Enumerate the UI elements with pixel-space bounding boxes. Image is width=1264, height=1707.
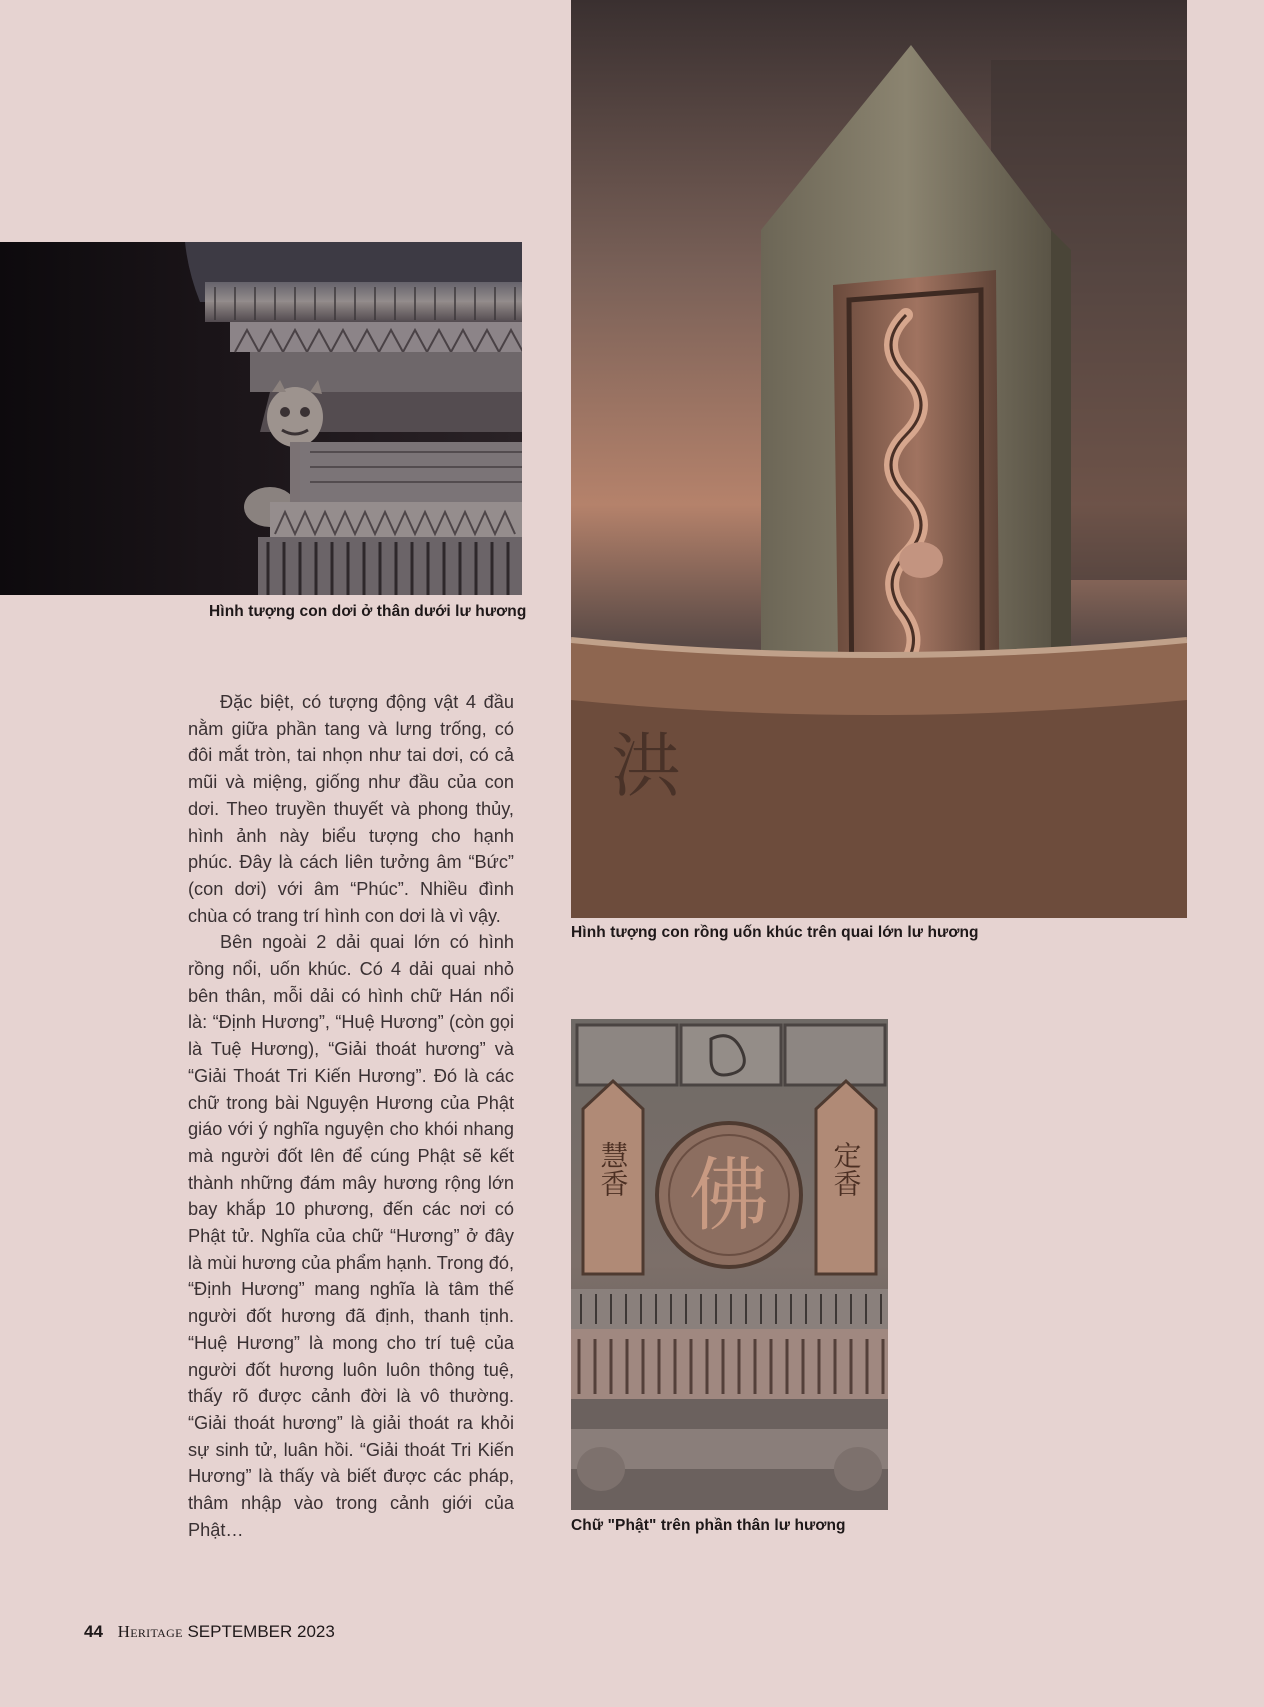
left-label-text: 慧香 (596, 1141, 630, 1197)
article-paragraph-1: Đặc biệt, có tượng động vật 4 đầu nằm giữa phần tang và lưng trống, có đôi mắt tròn, tai nhọn như tai dơi, có cả mũi và miệng, giống như đầu của con dơi. Theo truyền thuyết và phong thủy, hình ảnh này biểu tượng cho hạnh phúc. Đây là cách liên tưởng âm “Bức” (con dơi) với âm “Phúc”. Nhiều đình chùa có trang trí hình con dơi là vì vậy. (188, 692, 514, 926)
bat-motif-photo (0, 242, 522, 595)
article-body (188, 689, 514, 1544)
dragon-photo-caption: Hình tượng con rồng uốn khúc trên quai lớn lư hương (571, 924, 979, 941)
issue-date: SEPTEMBER 2023 (187, 1622, 335, 1641)
page-number: 44 (84, 1622, 103, 1641)
right-label-text: 定香 (829, 1141, 863, 1197)
page-footer (84, 1622, 335, 1642)
article-paragraph-2: Bên ngoài 2 dải quai lớn có hình rồng nổi, uốn khúc. Có 4 dải quai nhỏ bên thân, mỗi dải có hình chữ Hán nổi là: “Định Hương”, “Huệ Hương” (còn gọi là Tuệ Hương), “Giải thoát hương” và “Giải Thoát Tri Kiến Hương”. Đó là các chữ trong bài Nguyện Hương của Phật giáo với ý nghĩa nguyện cho khói nhang mà người đốt lên để cúng Phật sẽ kết thành những đám mây hương rộng lớn bay khắp 10 phương, đến các nơi có Phật tử. Nghĩa của chữ “Hương” ở đây là mùi hương của phẩm hạnh. Trong đó, “Định Hương” mang nghĩa là tâm thế người đốt hương đã định, thanh tịnh. “Huệ Hương” là mong cho trí tuệ của người đốt hương luôn luôn thông tuệ, thấy rõ được cảnh đời là vô thường. “Giải thoát hương” là giải thoát ra khỏi sự sinh tử, luân hồi. “Giải thoát Tri Kiến Hương” là thấy và biết được các pháp, thâm nhập vào trong cảnh giới của Phật… (188, 932, 514, 1540)
buddha-photo-caption: Chữ "Phật" trên phần thân lư hương (571, 1517, 846, 1534)
buddha-character: 佛 (689, 1149, 769, 1242)
buddha-character-photo (571, 1019, 888, 1510)
bat-photo-caption: Hình tượng con dơi ở thân dưới lư hương (209, 603, 527, 620)
magazine-name: Heritage (117, 1622, 183, 1641)
dragon-handle-photo (571, 0, 1187, 918)
rim-engraving: 洪 (611, 725, 681, 807)
